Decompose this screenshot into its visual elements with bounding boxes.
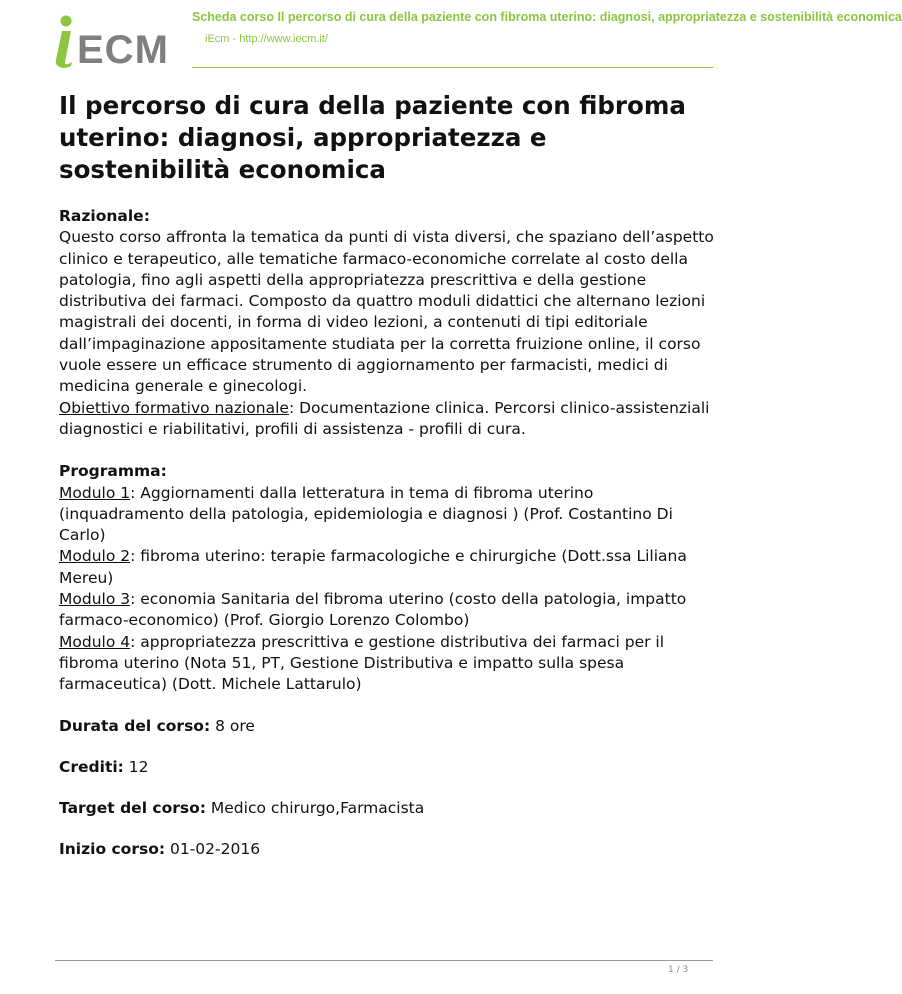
- inizio-label: Inizio corso:: [59, 840, 166, 859]
- modulo-item: [59, 483, 719, 547]
- crediti-value: 12: [123, 757, 149, 776]
- razionale-text: Questo corso affronta la tematica da punti di vista diversi, che spaziano dell’aspetto clinico e terapeutico, alle tematiche farmaco-economiche correlate al costo della patologia, fino agli aspetti della appropriatezza prescrittiva e della gestione distributiva dei farmaci. Composto da quattro moduli didattici che alternano lezioni magistrali dei docenti, in forma di video lezioni, a contenuti di tipi editoriale dall’impaginazione appositamente studiata per la corretta fruizione online, il corso vuole essere un efficace strumento di aggiornamento per farmacisti, medici di medicina generale e ginecologi.: [59, 228, 714, 396]
- modulo-4-link[interactable]: Modulo 4: [59, 632, 131, 651]
- inizio-value: 01-02-2016: [165, 840, 261, 859]
- modulo-1-text: : Aggiornamenti dalla letteratura in tema di fibroma uterino (inquadramento della patologia, epidemiologia e diagnosi ) (Prof. Costantino Di Carlo): [59, 483, 673, 545]
- header-url[interactable]: iEcm - http://www.iecm.it/: [205, 33, 328, 45]
- footer-divider: [55, 960, 713, 961]
- modulo-item: [59, 589, 719, 632]
- durata-value: 8 ore: [210, 716, 255, 735]
- modulo-3-link[interactable]: Modulo 3: [59, 590, 131, 609]
- page-number: 1 / 3: [668, 965, 689, 975]
- durata-label: Durata del corso:: [59, 716, 211, 735]
- durata-row: [59, 716, 719, 737]
- modulo-2-text: : fibroma uterino: terapie farmacologiche e chirurgiche (Dott.ssa Liliana Mereu): [59, 547, 687, 587]
- modulo-4-text: : appropriatezza prescrittiva e gestione distributiva dei farmaci per il fibroma uterino (Nota 51, PT, Gestione Distributiva e impatto sulla spesa farmaceutica) (Dott. Michele Lattarulo): [59, 632, 665, 694]
- page-title: Il percorso di cura della paziente con fibroma uterino: diagnosi, appropriatezza e sostenibilità economica: [59, 91, 686, 184]
- inizio-row: [59, 839, 719, 860]
- programma-section: [59, 461, 719, 695]
- modulo-item: [59, 546, 719, 589]
- target-row: [59, 798, 719, 819]
- document-body: [59, 90, 719, 861]
- target-label: Target del corso:: [59, 799, 206, 818]
- svg-text:ECM: ECM: [77, 28, 169, 72]
- header-title: Scheda corso Il percorso di cura della paziente con fibroma uterino: diagnosi, appropriatezza e sostenibilità economica: [192, 10, 902, 24]
- modulo-2-link[interactable]: Modulo 2: [59, 547, 131, 566]
- razionale-label: Razionale:: [59, 207, 150, 225]
- modulo-3-text: : economia Sanitaria del fibroma uterino (costo della patologia, impatto farmaco-economico) (Prof. Giorgio Lorenzo Colombo): [59, 590, 687, 630]
- modulo-item: [59, 632, 719, 696]
- obiettivo-text: : Documentazione clinica. Percorsi clinico-assistenziali diagnostici e riabilitativi, profili di assistenza - profili di cura.: [59, 398, 710, 438]
- obiettivo-link[interactable]: Obiettivo formativo nazionale: [59, 398, 289, 417]
- target-value: Medico chirurgo,Farmacista: [205, 799, 425, 818]
- iecm-logo: [53, 14, 193, 72]
- page-header: [0, 0, 902, 72]
- header-divider: [192, 67, 713, 68]
- crediti-label: Crediti:: [59, 757, 124, 776]
- razionale-section: [59, 206, 719, 440]
- modulo-1-link[interactable]: Modulo 1: [59, 483, 131, 502]
- obiettivo-paragraph: [59, 398, 719, 441]
- crediti-row: [59, 757, 719, 778]
- programma-label: Programma:: [59, 462, 167, 481]
